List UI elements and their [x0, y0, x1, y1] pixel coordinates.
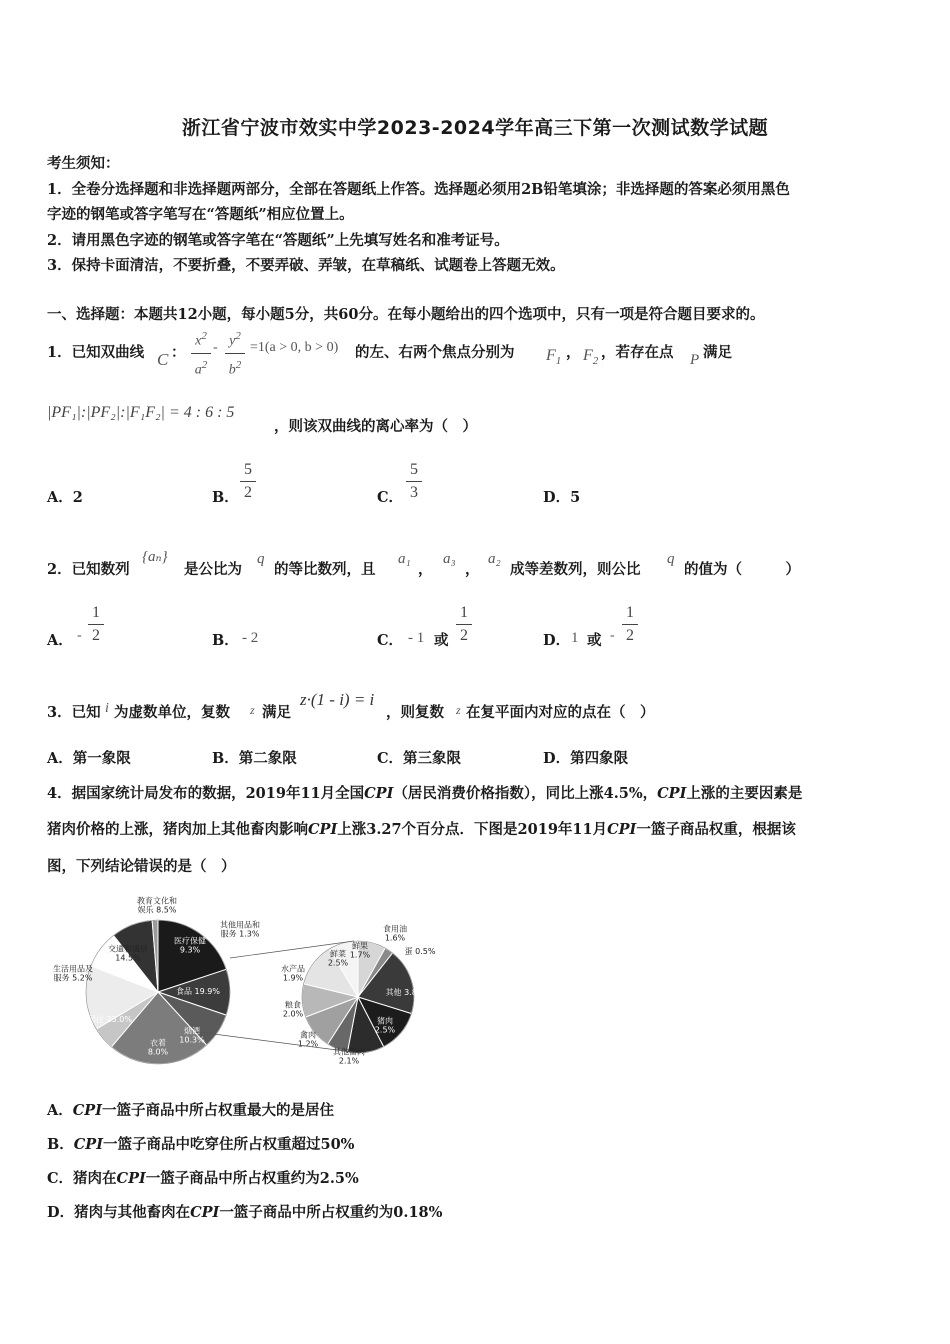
q2-option-c-fraction: 1 2: [456, 604, 472, 645]
q1-text-1: 1．已知双曲线: [47, 344, 145, 361]
cpi-term: CPI: [607, 821, 637, 838]
q2-option-a-fraction: 1 2: [88, 604, 104, 645]
q2-option-d-sign: -: [610, 628, 615, 643]
q2-a2: a₂: [488, 551, 501, 567]
pie-label-1-5: 禽肉 1.2%: [297, 1030, 319, 1049]
pie-label-1-9: 鲜果 1.7%: [349, 941, 371, 960]
pie-label-1-7: 水产品 1.9%: [281, 964, 305, 983]
q1-var-c: C: [157, 350, 169, 369]
q2-option-c[interactable]: C．: [377, 632, 404, 649]
q3-option-b[interactable]: B．第二象限: [212, 750, 297, 767]
q4-line-1: 4．据国家统计局发布的数据，2019年11月全国CPI（居民消费价格指数），同比上涨4.5%，CPI上涨的主要因素是: [47, 785, 803, 802]
q4-option-c[interactable]: C．猪肉在CPI一篮子商品中所占权重约为2.5%: [47, 1170, 359, 1187]
q3-equation: z·(1 - i) = i: [300, 690, 375, 709]
q2-a3: a₃: [443, 551, 456, 567]
q3-text-1: 3．已知: [47, 704, 101, 721]
page-title: 浙江省宁波市效实中学2023-2024学年高三下第一次测试数学试题: [181, 117, 769, 139]
cpi-pie-charts: [40, 892, 460, 1077]
q2-option-c-or: 或: [434, 632, 449, 649]
q2-option-d[interactable]: D．: [543, 632, 571, 649]
notice-line-2: 2．请用黑色字迹的钢笔或答字笔在“答题纸”上先填写姓名和准考证号。: [47, 232, 509, 249]
q1-text-3: ，若存在点: [601, 344, 674, 361]
q1-option-a[interactable]: A．2: [47, 489, 83, 506]
pie-label-1-6: 粮食 2.0%: [282, 1000, 304, 1019]
q1-f2: $F_2$: [583, 347, 599, 368]
q3-option-c[interactable]: C．第三象限: [377, 750, 462, 767]
q4-line-2: 猪肉价格的上涨，猪肉加上其他畜肉影响CPI上涨3.27个百分点．下图是2019年11月CPI一篮子商品权重，根据该: [47, 821, 796, 838]
pie-label-0-3: 居住 23.0%: [88, 1015, 132, 1024]
q2-option-c-value: - 1: [408, 630, 425, 646]
pie-label-1-0: 食用油 1.6%: [383, 924, 407, 943]
pie-label-0-1: 烟酒 10.3%: [179, 1026, 205, 1045]
q2-question: 的值为（ ）: [684, 561, 800, 578]
q1-option-c[interactable]: C．: [377, 489, 404, 506]
q3-var-z-2: z: [456, 703, 461, 717]
q4-option-b[interactable]: B．CPI一篮子商品中吃穿住所占权重超过50%: [47, 1136, 355, 1153]
cpi-term: CPI: [364, 785, 394, 802]
notice-heading: 考生须知：: [47, 155, 120, 172]
q3-text-2: 为虚数单位，复数: [114, 704, 230, 721]
pie-label-1-4: 其他畜肉 2.1%: [333, 1047, 365, 1066]
q1-option-b[interactable]: B．: [212, 489, 239, 506]
q2-option-a-sign: -: [77, 628, 82, 643]
q1-ratio: |PF₁|:|PF₂|:|F₁F₂| = 4 : 6 : 5: [47, 404, 235, 421]
pie-label-0-6: 教育文化和娱乐 8.5%: [137, 896, 177, 915]
q3-var-z: z: [250, 703, 255, 717]
q1-option-d[interactable]: D．5: [543, 489, 581, 506]
pie-label-0-0: 食品 19.9%: [176, 987, 220, 996]
q2-option-b[interactable]: B．: [212, 632, 239, 649]
q1-frac-x: $x^2$ $a^2$: [191, 327, 211, 379]
q3-text-3: 满足: [262, 704, 291, 721]
q2-option-b-value: - 2: [242, 630, 259, 646]
q2-var-q-2: q: [667, 551, 675, 567]
q4-line-3: 图，下列结论错误的是（ ）: [47, 858, 236, 875]
q2-text-3: 的等比数列，且: [274, 561, 376, 578]
cpi-term: CPI: [657, 785, 687, 802]
q1-question: ，则该双曲线的离心率为（ ）: [274, 418, 477, 435]
notice-line-3: 3．保持卡面清洁，不要折叠，不要弄破、弄皱，在草稿纸、试题卷上答题无效。: [47, 257, 565, 274]
q3-option-d[interactable]: D．第四象限: [543, 750, 629, 767]
notice-line-1b: 字迹的钢笔或答字笔写在“答题纸”相应位置上。: [47, 206, 354, 223]
q2-text-2: 是公比为: [184, 561, 242, 578]
q2-comma-1: ，: [418, 561, 433, 578]
q2-var-q: q: [257, 551, 265, 567]
q1-text-2: 的左、右两个焦点分别为: [355, 344, 515, 361]
q1-frac-y: $y^2$ $b^2$: [225, 327, 245, 379]
q1-comma: ，: [566, 344, 581, 361]
q2-option-d-value: 1: [571, 630, 579, 646]
q2-comma-2: ，: [465, 561, 480, 578]
pie-label-0-8: 其他用品和服务 1.3%: [220, 920, 260, 939]
q1-f1: $F_1$: [546, 347, 562, 368]
q2-text-1: 2．已知数列: [47, 561, 130, 578]
pie-label-0-4: 生活用品及服务 5.2%: [53, 964, 93, 983]
q3-var-i: i: [105, 701, 109, 716]
q2-option-d-or: 或: [587, 632, 602, 649]
q1-condition: =1(a > 0, b > 0): [250, 340, 339, 355]
pie-label-0-2: 衣着 8.0%: [147, 1038, 169, 1057]
q1-point-p: P: [690, 352, 700, 368]
q3-option-a[interactable]: A．第一象限: [47, 750, 131, 767]
q2-text-4: 成等差数列，则公比: [510, 561, 641, 578]
q4-option-a[interactable]: A．CPI一篮子商品中所占权重最大的是居住: [47, 1102, 334, 1119]
q1-text-4: 满足: [703, 344, 732, 361]
q2-option-d-fraction: 1 2: [622, 604, 638, 645]
q1-minus: -: [213, 340, 218, 355]
notice-line-1a: 1．全卷分选择题和非选择题两部分，全部在答题纸上作答。选择题必须用2B铅笔填涂；非选择题的答案必须用黑色: [47, 181, 790, 198]
pie-label-1-3: 猪肉 2.5%: [374, 1016, 396, 1035]
q1-colon: ：: [171, 344, 186, 361]
q3-text-4: ，则复数: [386, 704, 444, 721]
section-heading: 一、选择题：本题共12小题，每小题5分，共60分。在每小题给出的四个选项中，只有一项是符合题目要求的。: [47, 306, 765, 323]
q2-option-a[interactable]: A．: [47, 632, 73, 649]
pie-label-0-5: 交通和通信 14.5%: [108, 944, 148, 963]
pie-label-1-2: 其他 3.8%: [385, 988, 425, 997]
q1-option-b-fraction: 5 2: [240, 461, 256, 502]
pie-label-1-8: 鲜菜 2.5%: [327, 949, 349, 968]
cpi-term: CPI: [308, 821, 338, 838]
q2-a1: a₁: [398, 551, 411, 567]
pie-label-1-1: 蛋 0.5%: [404, 947, 436, 956]
q2-sequence: {aₙ}: [142, 549, 168, 565]
q1-option-c-fraction: 5 3: [406, 461, 422, 502]
cpi-weight-chart: [40, 892, 460, 1077]
q4-option-d[interactable]: D．猪肉与其他畜肉在CPI一篮子商品中所占权重约为0.18%: [47, 1204, 443, 1221]
q3-question: 在复平面内对应的点在（ ）: [466, 704, 655, 721]
pie-label-0-7: 医疗保健 9.3%: [174, 936, 206, 955]
